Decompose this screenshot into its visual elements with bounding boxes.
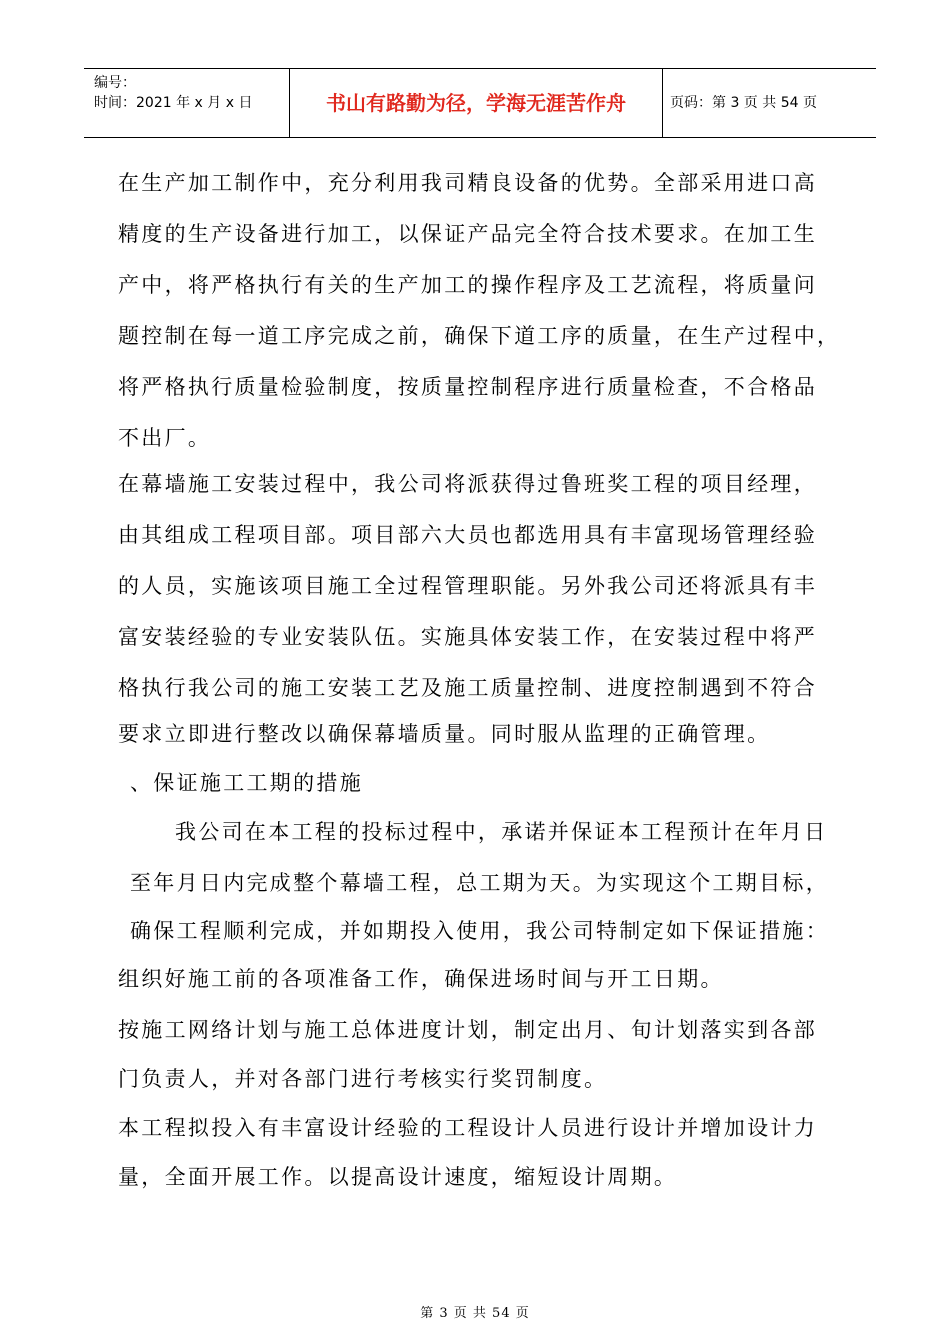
body-line: 按施工网络计划与施工总体进度计划，制定出月、旬计划落实到各部	[118, 1018, 817, 1042]
body-line: 在生产加工制作中，充分利用我司精良设备的优势。全部采用进口高	[118, 171, 817, 195]
body-line: 的人员，实施该项目施工全过程管理职能。另外我公司还将派具有丰	[118, 574, 817, 598]
body-line: 题控制在每一道工序完成之前，确保下道工序的质量，在生产过程中，	[118, 324, 841, 348]
body-line: 组织好施工前的各项准备工作，确保进场时间与开工日期。	[118, 967, 724, 991]
section-heading: 、保证施工工期的措施	[130, 771, 363, 795]
header-motto: 书山有路勤为径，学海无涯苦作舟	[326, 91, 626, 115]
body-line: 要求立即进行整改以确保幕墙质量。同时服从监理的正确管理。	[118, 722, 771, 746]
page-header	[84, 68, 876, 138]
page-footer: 第 3 页 共 54 页	[420, 1306, 530, 1321]
body-line: 精度的生产设备进行加工，以保证产品完全符合技术要求。在加工生	[118, 222, 817, 246]
body-line: 由其组成工程项目部。项目部六大员也都选用具有丰富现场管理经验	[118, 523, 817, 547]
header-time: 时间：2021 年 x 月 x 日	[94, 95, 253, 111]
body-line: 富安装经验的专业安装队伍。实施具体安装工作，在安装过程中将严	[118, 625, 817, 649]
body-line: 本工程拟投入有丰富设计经验的工程设计人员进行设计并增加设计力	[118, 1116, 817, 1140]
body-line: 确保工程顺利完成，并如期投入使用，我公司特制定如下保证措施：	[130, 919, 829, 943]
body-line: 格执行我公司的施工安装工艺及施工质量控制、进度控制遇到不符合	[118, 676, 817, 700]
body-line: 不出厂。	[118, 426, 212, 450]
body-line: 至年月日内完成整个幕墙工程，总工期为天。为实现这个工期目标，	[130, 871, 829, 895]
header-page-number: 页码：第 3 页 共 54 页	[670, 95, 817, 111]
body-line: 门负责人，并对各部门进行考核实行奖罚制度。	[118, 1067, 608, 1091]
body-line: 产中，将严格执行有关的生产加工的操作程序及工艺流程，将质量问	[118, 273, 817, 297]
body-line: 将严格执行质量检验制度，按质量控制程序进行质量检查，不合格品	[118, 375, 817, 399]
body-line: 我公司在本工程的投标过程中，承诺并保证本工程预计在年月日	[175, 820, 828, 844]
header-meta	[94, 73, 290, 113]
body-line: 在幕墙施工安装过程中，我公司将派获得过鲁班奖工程的项目经理，	[118, 472, 817, 496]
header-serial: 编号：	[94, 75, 136, 91]
body-line: 量，全面开展工作。以提高设计速度，缩短设计周期。	[118, 1165, 678, 1189]
header-divider	[662, 69, 663, 137]
